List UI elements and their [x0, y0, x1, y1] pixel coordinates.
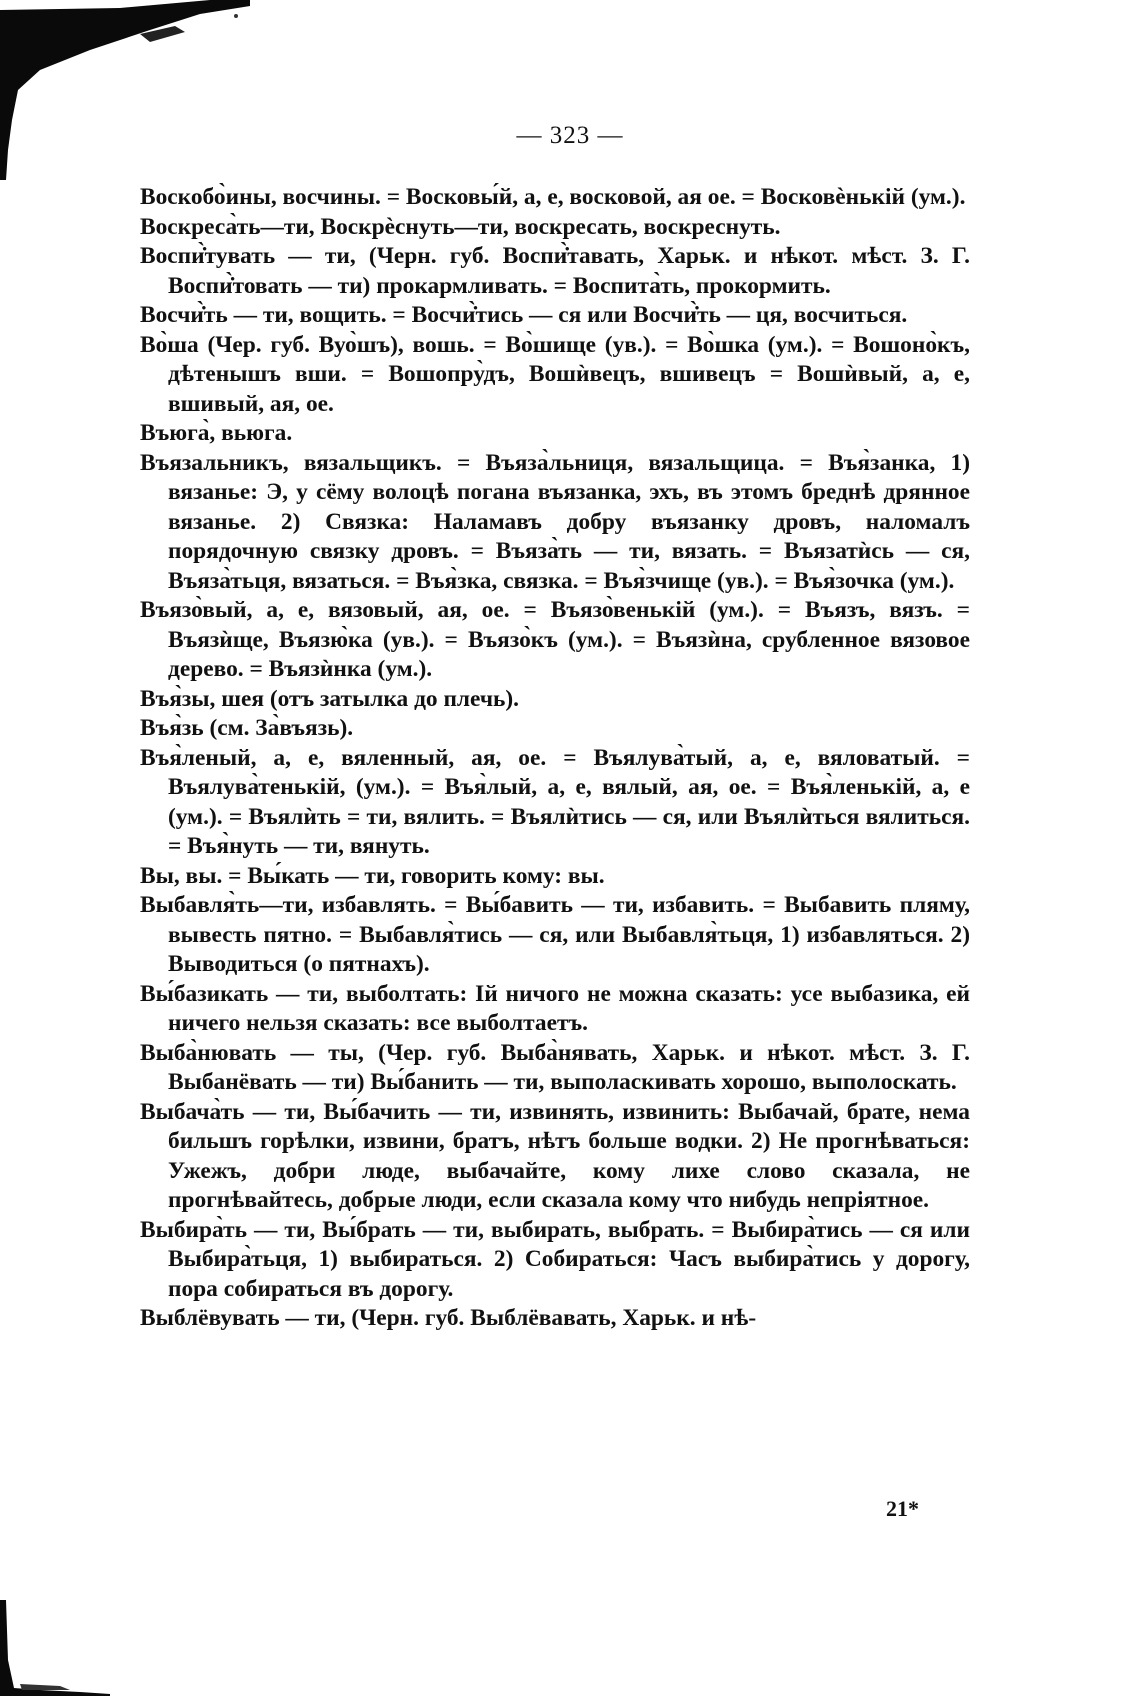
- entry-vyblyovuvat: Выблёвувать — ти, (Черн. губ. Выблёвавать, Харьк. и нѣ-: [140, 1305, 757, 1331]
- entry-vyazalnyk: Въязальникъ, вязальщикъ. = Въяза̀льниця, вязальщица. = Въя̀занка, 1) вязанье: Э, у сёму волоцѣ погана въязанка, эхъ, въ этомъ бреднѣ дрянное вязанье. 2) Связка: Наламавъ добру въязанку дровъ, наломалъ порядочную связку дровъ. = Въяза̀ть — ти, вязать. = Въязатѝсь — ся, Въяза̀тьця, вязаться. = Въя̀зка, связка. = Въя̀зчище (ув.). = Въя̀зочка (ум.).: [140, 449, 970, 594]
- entry-vybyrat: Выбира̀ть — ти, Вы́брать — ти, выбирать, выбрать. = Выбира̀тись — ся или Выбира̀тьця, 1) выбираться. 2) Собираться: Часъ выбира̀тись у дорогу, пора собираться въ дорогу.: [140, 1216, 970, 1302]
- entry-vybachat: Выбача̀ть — ти, Вы́бачить — ти, извинять, извинить: Выбачай, брате, нема бильшъ горѣлки, извини, братъ, нѣтъ больше водки. 2) Не прогнѣваться: Ужежъ, добри люде, выбачайте, кому лихе слово сказала, не прогнѣвайтесь, добрые люди, если сказала кому что нибудь непріятное.: [140, 1098, 970, 1213]
- entry-voschyt: Восчи̇̀ть — ти, вощить. = Восчи̇̀тись — ся или Восчи̇̀ть — ця, восчиться.: [140, 302, 908, 328]
- scan-edge-mark-bottom: [0, 1600, 110, 1696]
- entry-vosha: Во̀ша (Чер. губ. Вуо̀шъ), вошь. = Во̀шище (ув.). = Во̀шка (ум.). = Вошоно̀къ, дѣтенышъ вши. = Вошопру̀дъ, Вошѝвецъ, вшивецъ = Вошѝвый, а, е, вшивый, ая, ое.: [140, 331, 970, 417]
- entry-vybavlyat: Выбавля̀ть—ти, избавлять. = Вы́бавить — ти, избавить. = Выбавить пляму, вывесть пятно. = Выбавля̀тись — ся, или Выбавля̀тьця, 1) избавляться. 2) Выводиться (о пятнахъ).: [140, 892, 970, 977]
- entry-voskresat: Воскреса̀ть—ти, Воскрѐснуть—ти, воскресать, воскреснуть.: [140, 213, 781, 240]
- scan-edge-mark-top: [0, 0, 250, 180]
- page-number: — 323 —: [516, 122, 624, 149]
- entry-vyuga: Въюга̀, вьюга.: [140, 420, 293, 446]
- dictionary-entries: [140, 183, 970, 1334]
- entry-vy: Вы, вы. = Вы́кать — ти, говорить кому: вы.: [140, 862, 605, 889]
- entry-vyaz: Въя̀зь (см. За̀въязь).: [140, 715, 354, 741]
- entry-vyazy: Въя̀зы, шея (отъ затылка до плечь).: [140, 685, 520, 712]
- entry-vybanyuvat: Выба̀нювать — ты, (Чер. губ. Выба̀нявать, Харьк. и нѣкот. мѣст. З. Г. Выбанёвать — ти) Вы́банить — ти, выполаскивать хорошо, выполоскать.: [140, 1039, 970, 1095]
- entry-vyazovyi: Въязо̀вый, а, е, вязовый, ая, ое. = Въязо̀венькій (ум.). = Въязъ, вязъ. = Въязѝще, Въязю̀ка (ув.). = Въязо̀къ (ум.). = Въязѝна, срубленное вязовое дерево. = Въязѝнка (ум.).: [140, 597, 970, 682]
- entry-vyalenyi: Въя̀леный, а, е, вяленный, ая, ое. = Въялува̀тый, а, е, вяловатый. = Въялува̀тенькій, (ум.). = Въя̀лый, а, е, вялый, ая, ое. = Въя̀ленькій, а, е (ум.). = Въялѝть = ти, вялить. = Въялѝтись — ся, или Въялѝться вялиться. = Въя̀нуть — ти, вянуть.: [140, 744, 970, 859]
- entry-vybazykat: Вы́базикать — ти, выболтать: Ій ничого не можна сказать: усе выбазика, ей ничего нельзя сказать: все выболтаетъ.: [140, 980, 970, 1036]
- printer-signature: 21*: [886, 1496, 919, 1521]
- entry-voskoboiny: Воскобо̀ины, восчины. = Восковы́й, а, е, восковой, ая ое. = Восковѐнькій (ум.).: [140, 184, 966, 210]
- entry-vospytuvat: Воспи̇̀тувать — ти, (Черн. губ. Воспи̇̀тавать, Харьк. и нѣкот. мѣст. З. Г. Воспи̇̀товать — ти) прокармливать. = Воспита̀ть, прокормить.: [140, 243, 970, 299]
